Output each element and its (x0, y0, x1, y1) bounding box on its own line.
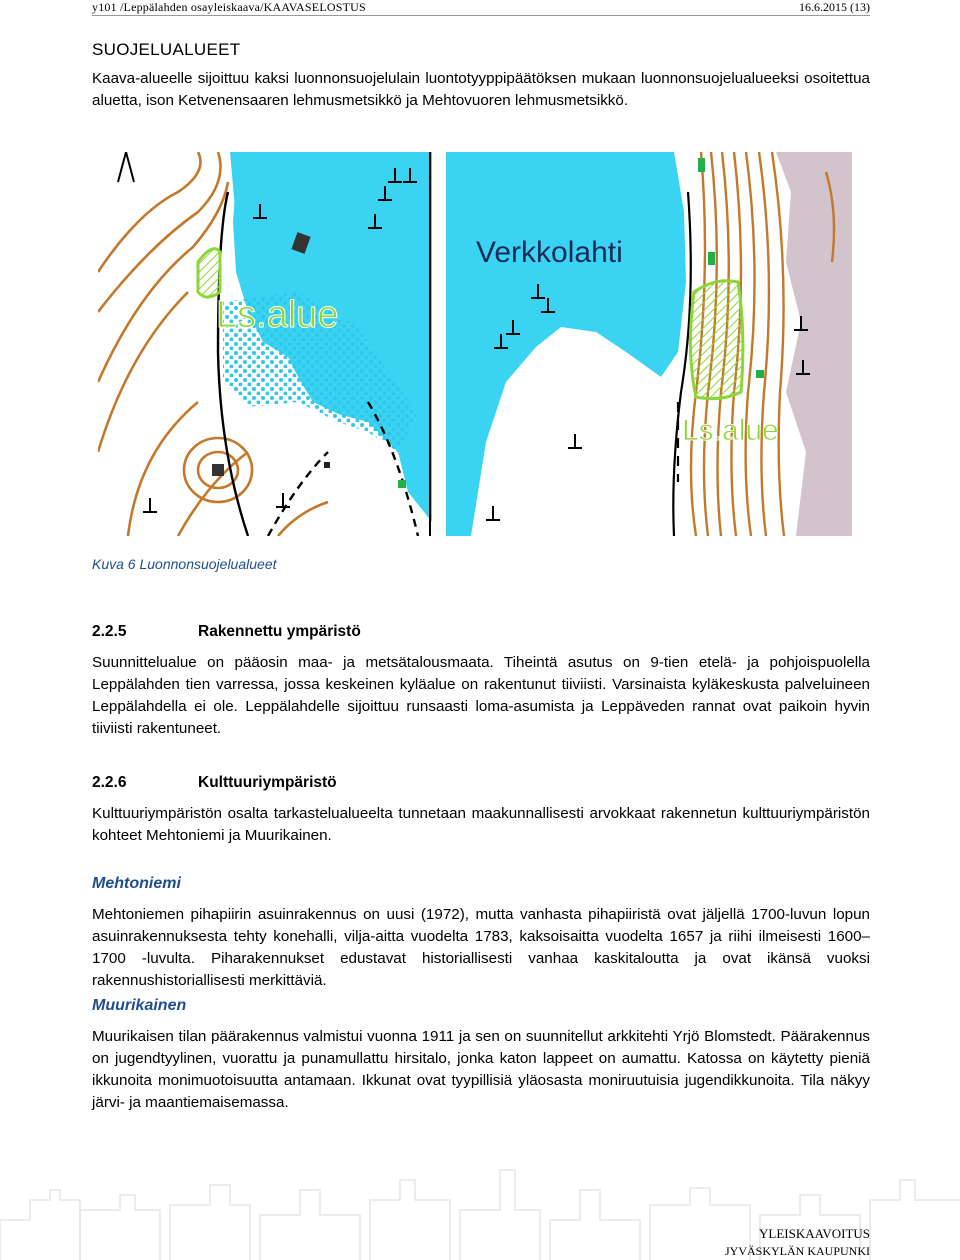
section-title: Rakennettu ympäristö (198, 623, 361, 640)
map-left (98, 152, 432, 536)
paragraph-mehtoniemi: Mehtoniemen pihapiirin asuinrakennus on uusi (1972), mutta vanhasta pihapiiristä ovat jäljellä 1700-luvun lopun asuinrakennuksesta tehty konehalli, vilja-aitta vuodelta 1783, kaksoisaitta vuodelta 1657 ja riihi ilmeisesti 1600–1700 -luvulta. Piharakennukset edustavat historiallisesti vanhaa kaskitaloutta ja ovat ikänsä vuoksi rakennushistoriallisesti merkittäviä. (92, 906, 870, 989)
paragraph-kulttuuri: Kulttuuriympäristön osalta tarkastelualueelta tunnetaan maakunnallisesti arvokkaat rakennetun kulttuuriympäristön kohteet Mehtoniemi ja Muurikainen. (92, 805, 870, 844)
map-left-label: Ls.alue (216, 294, 339, 336)
page-header (92, 0, 870, 14)
paragraph-muurikainen: Muurikaisen tilan päärakennus valmistui vuonna 1911 ja sen on suunnitellut arkkitehti Yrjö Blomstedt. Päärakennus on jugendtyylinen, vuorattu ja punamullattu hirsitalo, jonka katon lappeet on aumattu. Katossa on käytetty pieniä ikkunoita monimuotoisuutta antamaan. Ikkunat ovat tyypillisiä yläosasta moniruutuisia jugendikkunoita. Tila näkyy järvi- ja maantiemaisemassa. (92, 1028, 870, 1111)
map-right-label: Ls.alue (682, 414, 779, 447)
footer-city: JYVÄSKYLÄN KAUPUNKI (724, 1244, 870, 1258)
subheading-mehtoniemi: Mehtoniemi (92, 875, 181, 892)
paragraph-rakennettu: Suunnittelualue on pääosin maa- ja metsätalousmaata. Tiheintä asutus on 9-tien etelä- ja pohjoispuolella Leppälahden tien varressa, jossa keskeinen kyläalue on rakentunut tiiviisti. Varsinaista kyläkeskusta palveluineen Leppälahdella ei ole. Leppälahdelle sijoittuu runsaasti loma-asumista ja Leppäveden rannat ovat paikoin hyvin tiiviisti rakentuneet. (92, 654, 870, 737)
section-title-suojelualueet: SUOJELUALUEET (92, 40, 241, 59)
document-path: y101 /Leppälahden osayleiskaava/KAAVASELOSTUS (92, 0, 366, 14)
section-title: Kulttuuriympäristö (198, 774, 337, 791)
map-right-place: Verkkolahti (476, 236, 623, 269)
section-number: 2.2.5 (92, 623, 127, 640)
section-heading-225 (92, 623, 361, 641)
map-right (446, 152, 852, 536)
header-rule (92, 15, 870, 16)
date-page: 16.6.2015 (13) (799, 0, 870, 14)
figure-caption: Kuva 6 Luonnonsuojelualueet (92, 556, 277, 572)
paragraph-suojelualueet: Kaava-alueelle sijoittuu kaksi luonnonsuojelulain luontotyyppipäätöksen mukaan luonnonsuojelualueeksi osoitettua aluetta, ison Ketvenensaaren lehmusmetsikkö ja Mehtovuoren lehmusmetsikkö. (92, 70, 870, 109)
footer-department: YLEISKAAVOITUS (759, 1226, 870, 1241)
section-heading-226 (92, 774, 337, 792)
subheading-muurikainen: Muurikainen (92, 997, 187, 1014)
section-number: 2.2.6 (92, 774, 127, 791)
